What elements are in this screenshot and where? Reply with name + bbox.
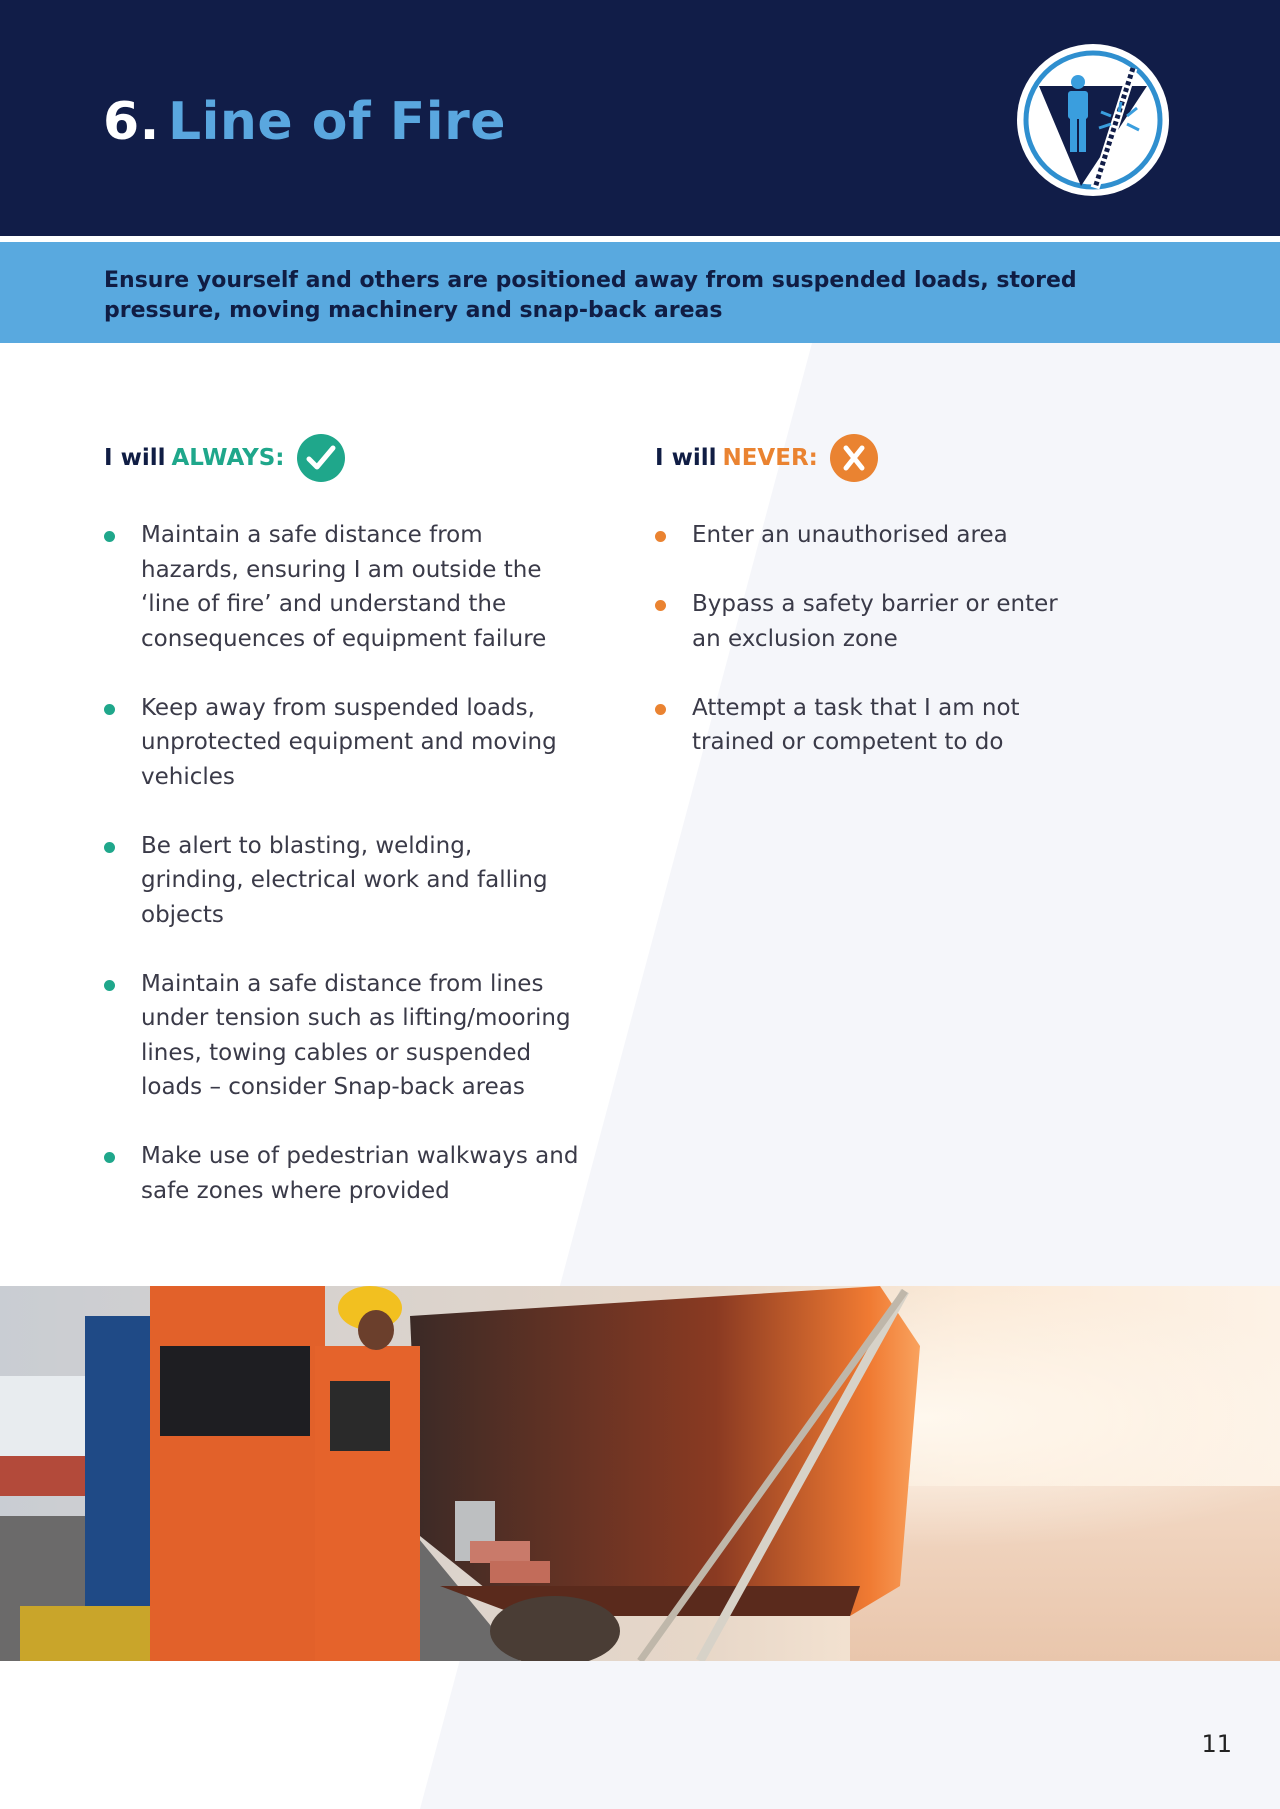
never-item: Enter an unauthorised area [655, 518, 1082, 553]
never-item: Bypass a safety barrier or enter an exclusion zone [655, 587, 1082, 656]
never-list [655, 518, 1085, 794]
never-heading [655, 432, 1125, 484]
checkmark-icon [297, 434, 345, 482]
section-title: Line of Fire [167, 92, 506, 152]
never-keyword: NEVER: [722, 445, 818, 471]
always-column [104, 432, 604, 1204]
never-prefix: I will [655, 445, 717, 471]
never-item: Attempt a task that I am not trained or competent to do [655, 691, 1082, 760]
mooring-workers-photo [0, 1286, 1280, 1661]
never-column [655, 432, 1125, 755]
always-item: Maintain a safe distance from lines under tension such as lifting/mooring lines, towing cables or suspended loads – consider Snap-back areas [104, 967, 581, 1105]
always-item: Be alert to blasting, welding, grinding, electrical work and falling objects [104, 829, 581, 933]
always-heading [104, 432, 604, 484]
intro-banner [0, 242, 1280, 343]
always-item: Make use of pedestrian walkways and safe zones where provided [104, 1139, 581, 1208]
always-prefix: I will [104, 445, 166, 471]
page-header [0, 0, 1280, 236]
banner-text: Ensure yourself and others are positioned away from suspended loads, stored pressure, moving machinery and snap-back areas [104, 268, 1077, 323]
section-number: 6. [103, 92, 160, 152]
cross-icon [830, 434, 878, 482]
page-title [103, 92, 506, 152]
always-item: Keep away from suspended loads, unprotected equipment and moving vehicles [104, 691, 581, 795]
line-of-fire-emblem-icon [1015, 42, 1171, 198]
page-number: 11 [1201, 1730, 1232, 1758]
always-keyword: ALWAYS: [171, 445, 285, 471]
always-list [104, 518, 604, 1243]
always-item: Maintain a safe distance from hazards, ensuring I am outside the ‘line of fire’ and understand the consequences of equipment failure [104, 518, 581, 656]
